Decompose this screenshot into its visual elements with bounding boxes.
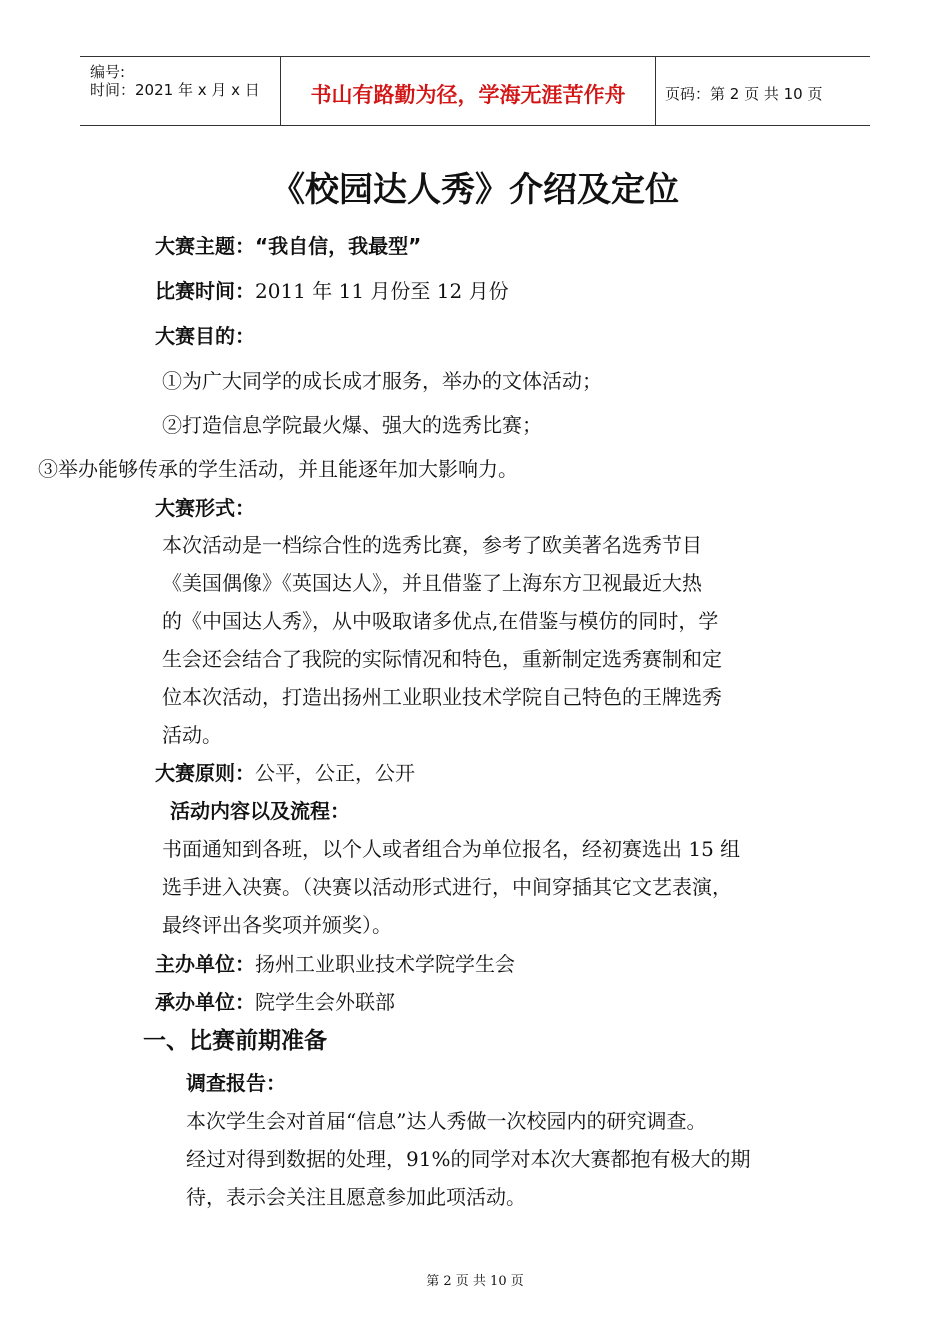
format-line: 位本次活动，打造出扬州工业职业技术学院自己特色的王牌选秀 (162, 685, 722, 709)
page-footer: 第 2 页 共 10 页 (426, 1274, 524, 1289)
time-line (155, 277, 509, 305)
principle-label: 大赛原则： (155, 761, 255, 785)
survey-line: 本次学生会对首届“信息”达人秀做一次校园内的研究调查。 (186, 1109, 707, 1133)
principle-line (155, 759, 415, 787)
survey-label: 调查报告： (186, 1071, 286, 1095)
purpose-label: 大赛目的： (155, 324, 255, 348)
format-line: 本次活动是一档综合性的选秀比赛，参考了欧美著名选秀节目 (162, 533, 702, 557)
motto: 书山有路勤为径，学海无涯苦作舟 (310, 83, 626, 107)
format-line: 的《中国达人秀》，从中吸取诸多优点,在借鉴与模仿的同时，学 (162, 609, 719, 633)
process-line: 最终评出各奖项并颁奖）。 (162, 913, 392, 937)
organizer-label: 承办单位： (155, 990, 255, 1014)
theme-line (155, 232, 421, 260)
process-line: 书面通知到各班，以个人或者组合为单位报名，经初赛选出 15 组 (162, 837, 741, 861)
page-label: 页码：第 2 页 共 10 页 (665, 85, 823, 103)
survey-line: 经过对得到数据的处理，91%的同学对本次大赛都抱有极大的期 (186, 1147, 751, 1171)
document-header (80, 56, 870, 126)
purpose-item: ①为广大同学的成长成才服务，举办的文体活动； (162, 369, 602, 393)
time-line-label: 比赛时间： (155, 279, 255, 303)
page-title: 《校园达人秀》介绍及定位 (271, 170, 679, 210)
header-motto-cell (280, 57, 656, 125)
purpose-item: ③举办能够传承的学生活动，并且能逐年加大影响力。 (38, 457, 518, 481)
purpose-item: ②打造信息学院最火爆、强大的选秀比赛； (162, 413, 542, 437)
process-label: 活动内容以及流程： (170, 799, 350, 823)
time-value: 2011 年 11 月份至 12 月份 (255, 279, 509, 303)
organizer-line (155, 988, 395, 1016)
host-value: 扬州工业职业技术学院学生会 (255, 952, 515, 976)
format-line: 生会还会结合了我院的实际情况和特色，重新制定选秀赛制和定 (162, 647, 722, 671)
time-label: 时间：2021 年 x 月 x 日 (90, 81, 260, 99)
theme-value: “我自信，我最型” (255, 234, 422, 258)
header-page-cell (655, 57, 870, 125)
principle-value: 公平，公正，公开 (255, 761, 415, 785)
process-line: 选手进入决赛。（决赛以活动形式进行，中间穿插其它文艺表演， (162, 875, 732, 899)
host-label: 主办单位： (155, 952, 255, 976)
organizer-value: 院学生会外联部 (255, 990, 395, 1014)
number-label: 编号: (90, 63, 126, 81)
header-info-cell (80, 57, 280, 125)
format-label: 大赛形式： (155, 496, 255, 520)
survey-line: 待，表示会关注且愿意参加此项活动。 (186, 1185, 526, 1209)
format-line: 活动。 (162, 723, 222, 747)
host-line (155, 950, 515, 978)
section-heading: 一、比赛前期准备 (143, 1028, 327, 1054)
theme-label: 大赛主题： (155, 234, 255, 258)
format-line: 《美国偶像》《英国达人》，并且借鉴了上海东方卫视最近大热 (162, 571, 702, 595)
